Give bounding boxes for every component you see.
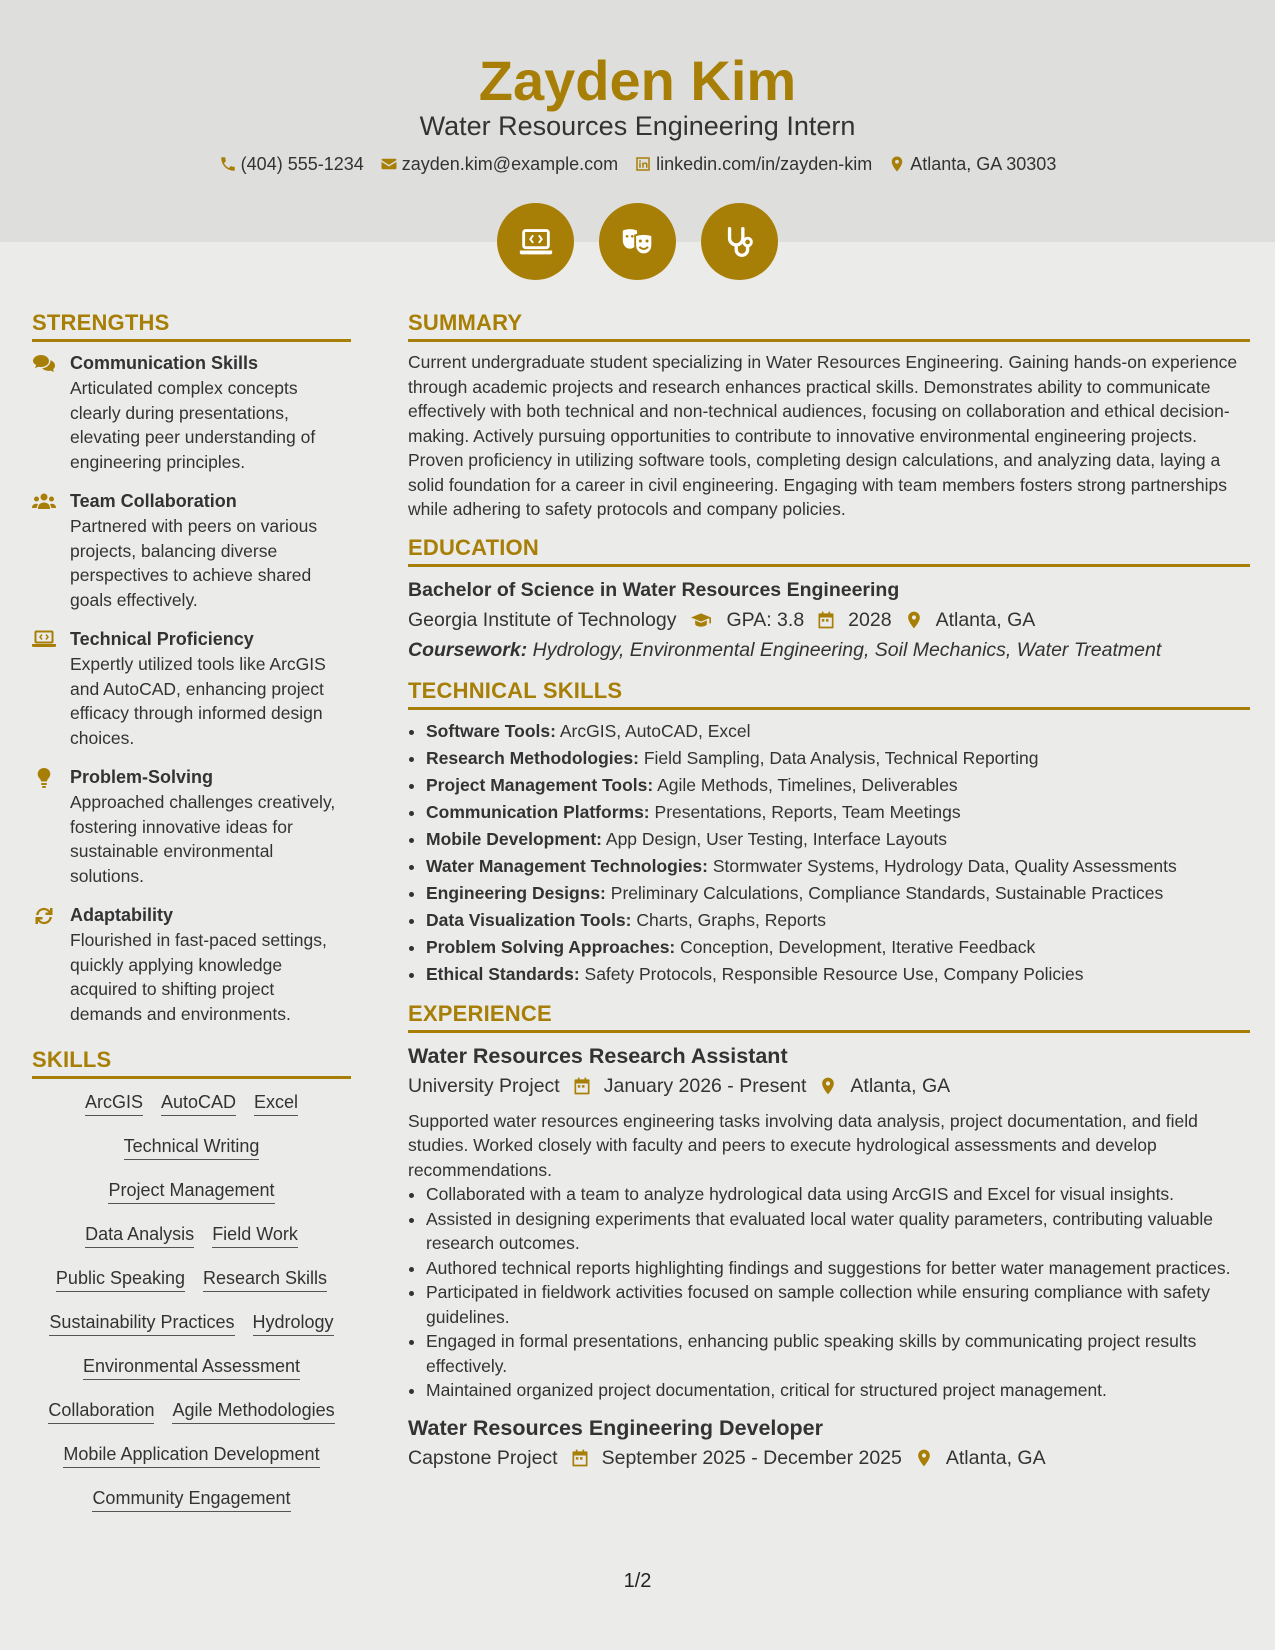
contact-email[interactable] (380, 152, 618, 176)
technical-skills-heading: TECHNICAL SKILLS (408, 675, 1250, 710)
laptop-code-icon (517, 223, 555, 261)
education-meta (408, 605, 1250, 635)
job-bullet: • Maintained organized project documentation, critical for structured project management. (426, 1378, 1250, 1403)
stethoscope-icon (721, 223, 759, 261)
technical-skill-item: • Problem Solving Approaches: Conception, Development, Iterative Feedback (426, 934, 1250, 961)
contact-linkedin[interactable] (634, 152, 872, 176)
skill-tag: Data Analysis (85, 1221, 194, 1248)
linkedin-text: linkedin.com/in/zayden-kim (656, 154, 873, 174)
skill-tag: ArcGIS (85, 1089, 143, 1116)
job-bullet: • Assisted in designing experiments that evaluated local water quality parameters, contributing valuable research outcomes. (426, 1207, 1250, 1256)
experience-heading: EXPERIENCE (408, 998, 1250, 1033)
theater-masks-icon (619, 223, 657, 261)
skills-heading: SKILLS (32, 1044, 351, 1079)
strengths-heading: STRENGTHS (32, 307, 351, 342)
technical-skills-list (408, 718, 1250, 988)
interest-laptop-circle (497, 203, 574, 280)
skill-tag: Excel (254, 1089, 298, 1116)
skill-tag: Research Skills (203, 1265, 327, 1292)
skill-tag: Hydrology (253, 1309, 334, 1336)
strength-name: Technical Proficiency (70, 629, 254, 649)
interest-stethoscope-circle (701, 203, 778, 280)
interest-masks-circle (599, 203, 676, 280)
skill-tag: AutoCAD (161, 1089, 236, 1116)
education-year: 2028 (848, 608, 892, 631)
contact-location (888, 152, 1056, 176)
comments-icon (32, 354, 56, 374)
technical-skill-item: • Research Methodologies: Field Sampling, Data Analysis, Technical Reporting (426, 745, 1250, 772)
phone-icon (219, 155, 237, 173)
map-marker-icon (818, 1076, 838, 1096)
job-dates: September 2025 - December 2025 (601, 1446, 902, 1469)
job-description: Supported water resources engineering tasks involving data analysis, project documentation, and field studies. Worked closely with faculty and peers to execute hydrological assessments and develop recommendations. (408, 1110, 1198, 1180)
job-location: Atlanta, GA (945, 1446, 1046, 1469)
lightbulb-icon (32, 768, 56, 788)
strength-name: Adaptability (70, 905, 174, 925)
strength-desc: Partnered with peers on various projects, balancing diverse perspectives to achieve shared goals effectively. (70, 516, 318, 610)
right-column (408, 307, 1250, 1473)
job-meta (408, 1443, 1250, 1473)
strength-desc: Expertly utilized tools like ArcGIS and AutoCAD, enhancing project efficacy through informed design choices. (70, 654, 326, 748)
skill-tag: Agile Methodologies (172, 1397, 334, 1424)
sync-icon (32, 906, 56, 926)
education-location: Atlanta, GA (935, 608, 1036, 631)
strength-desc: Articulated complex concepts clearly during presentations, elevating peer understanding of engineering principles. (70, 378, 316, 472)
job-bullet: • Participated in fieldwork activities focused on sample collection while ensuring compliance with safety guidelines. (426, 1280, 1250, 1329)
skill-tag: Project Management (108, 1177, 274, 1204)
skill-tag: Field Work (212, 1221, 298, 1248)
strength-item (32, 626, 351, 750)
strength-name: Team Collaboration (70, 491, 237, 511)
contact-bar (0, 152, 1275, 176)
summary-text: Current undergraduate student specializing in Water Resources Engineering. Gaining hands-on experience through academic projects and research enhances practical skills. Demonstrates ability to communicate effectively with both technical and non-technical audiences, focusing on collaboration and ethical decision-making. Actively pursuing opportunities to contribute to innovative environmental engineering projects. Proven proficiency in utilizing software tools, completing design calculations, and analyzing data, laying a solid foundation for a career in civil engineering. Engaging with team members fosters strong partnerships while adhering to safety protocols and company policies. (408, 352, 1238, 519)
strength-item (32, 350, 351, 474)
job-bullet: • Authored technical reports highlighting findings and suggestions for better water management practices. (426, 1256, 1250, 1281)
laptop-code-icon (32, 630, 56, 650)
education-coursework (408, 635, 1250, 665)
strength-desc: Flourished in fast-paced settings, quickly applying knowledge acquired to shifting project demands and environments. (70, 930, 327, 1024)
linkedin-icon (634, 155, 652, 173)
technical-skill-item: • Mobile Development: App Design, User Testing, Interface Layouts (426, 826, 1250, 853)
candidate-role: Water Resources Engineering Intern (419, 111, 856, 141)
job-dates: January 2026 - Present (603, 1074, 807, 1097)
summary-heading: SUMMARY (408, 307, 1250, 342)
strength-name: Communication Skills (70, 353, 259, 373)
skill-tag: Sustainability Practices (49, 1309, 234, 1336)
technical-skill-item: • Ethical Standards: Safety Protocols, Responsible Resource Use, Company Policies (426, 961, 1250, 988)
map-marker-icon (904, 610, 924, 630)
technical-skill-item: • Software Tools: ArcGIS, AutoCAD, Excel (426, 718, 1250, 745)
technical-skill-item: • Project Management Tools: Agile Methods, Timelines, Deliverables (426, 772, 1250, 799)
technical-skill-item: • Communication Platforms: Presentations, Reports, Team Meetings (426, 799, 1250, 826)
job-org: Capstone Project (408, 1446, 558, 1469)
job-bullets (408, 1182, 1250, 1403)
coursework-list: Hydrology, Environmental Engineering, Soil Mechanics, Water Treatment (532, 638, 1162, 661)
technical-skill-item: • Engineering Designs: Preliminary Calculations, Compliance Standards, Sustainable Practices (426, 880, 1250, 907)
skill-tag: Public Speaking (56, 1265, 185, 1292)
skill-tag: Environmental Assessment (83, 1353, 300, 1380)
education-degree: Bachelor of Science in Water Resources Engineering (408, 578, 900, 601)
calendar-icon (570, 1448, 590, 1468)
email-text: zayden.kim@example.com (401, 154, 619, 174)
page-number: 1/2 (623, 1570, 652, 1592)
phone-text: (404) 555-1234 (240, 154, 364, 174)
technical-skill-item: • Water Management Technologies: Stormwater Systems, Hydrology Data, Quality Assessments (426, 853, 1250, 880)
job-bullet: • Collaborated with a team to analyze hydrological data using ArcGIS and Excel for visual insights. (426, 1182, 1250, 1207)
left-column (32, 307, 351, 1529)
candidate-name: Zayden Kim (478, 49, 797, 112)
calendar-icon (572, 1076, 592, 1096)
job-bullet: • Engaged in formal presentations, enhancing public speaking skills by communicating project results effectively. (426, 1329, 1250, 1378)
skill-tag: Technical Writing (124, 1133, 260, 1160)
strength-name: Problem-Solving (70, 767, 214, 787)
skills-list (32, 1089, 351, 1512)
users-icon (32, 492, 56, 512)
education-school: Georgia Institute of Technology (408, 608, 677, 631)
coursework-label: Coursework: (408, 638, 528, 661)
location-text: Atlanta, GA 30303 (910, 154, 1057, 174)
job-location: Atlanta, GA (850, 1074, 951, 1097)
skill-tag: Mobile Application Development (63, 1441, 319, 1468)
job-meta (408, 1071, 1250, 1101)
map-marker-icon (888, 155, 906, 173)
strength-item (32, 488, 351, 612)
map-marker-icon (914, 1448, 934, 1468)
education-heading: EDUCATION (408, 532, 1250, 567)
technical-skill-item: • Data Visualization Tools: Charts, Graphs, Reports (426, 907, 1250, 934)
job-title: Water Resources Research Assistant (408, 1043, 788, 1068)
calendar-icon (816, 610, 836, 630)
job-org: University Project (408, 1074, 560, 1097)
skill-tag: Collaboration (48, 1397, 154, 1424)
contact-phone[interactable] (219, 152, 364, 176)
job-title: Water Resources Engineering Developer (408, 1415, 823, 1440)
graduation-cap-icon (688, 610, 714, 630)
skill-tag: Community Engagement (92, 1485, 290, 1512)
education-gpa: GPA: 3.8 (726, 608, 805, 631)
strength-item (32, 764, 351, 888)
strength-item (32, 902, 351, 1026)
envelope-icon (380, 155, 398, 173)
strength-desc: Approached challenges creatively, fostering innovative ideas for sustainable environmental solutions. (70, 792, 336, 886)
interest-icons (0, 203, 1275, 280)
